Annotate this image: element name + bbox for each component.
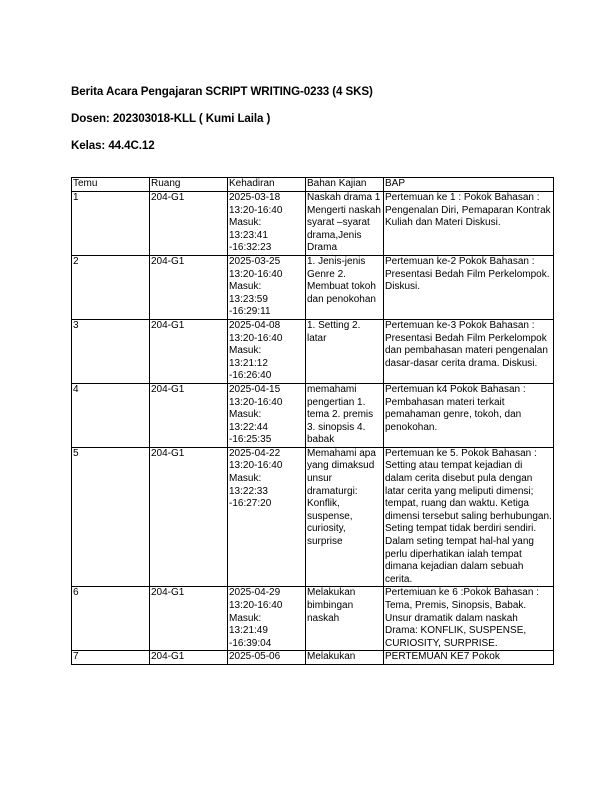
cell-kehadiran: 2025-04-22 13:20-16:40 Masuk: 13:22:33 -16:27:20: [228, 447, 306, 587]
table-header-row: [72, 178, 554, 192]
table-row: [72, 447, 554, 587]
cell-kehadiran: 2025-03-25 13:20-16:40 Masuk: 13:23:59 -16:29:11: [228, 255, 306, 319]
table-row: [72, 255, 554, 319]
cell-bap: Pertemiuan ke 6 :Pokok Bahasan : Tema, Premis, Sinopsis, Babak. Unsur dramatik dalam naskah Drama: KONFLIK, SUSPENSE, CURIOSITY, SURPRISE.: [384, 587, 554, 651]
cell-bap: Pertemuan ke-2 Pokok Bahasan : Presentasi Bedah Film Perkelompok. Diskusi.: [384, 255, 554, 319]
teaching-record-table: [71, 177, 554, 665]
cell-temu: 7: [72, 651, 150, 665]
lecturer-line: Dosen: 202303018-KLL ( Kumi Laila ): [71, 112, 271, 125]
cell-temu: 5: [72, 447, 150, 587]
column-header-temu: Temu: [72, 178, 150, 192]
cell-ruang: 204-G1: [150, 587, 228, 651]
cell-bahan-kajian: 1. Jenis-jenis Genre 2. Membuat tokoh dan penokohan: [306, 255, 384, 319]
cell-temu: 6: [72, 587, 150, 651]
cell-bap: Pertemuan ke 1 : Pokok Bahasan : Pengenalan Diri, Pemaparan Kontrak Kuliah dan Materi Diskusi.: [384, 192, 554, 256]
column-header-bahan-kajian: Bahan Kajian: [306, 178, 384, 192]
cell-temu: 1: [72, 192, 150, 256]
cell-ruang: 204-G1: [150, 651, 228, 665]
cell-bap: Pertemuan k4 Pokok Bahasan : Pembahasan materi terkait pemahaman genre, tokoh, dan penokohan.: [384, 383, 554, 447]
cell-bahan-kajian: Memahami apa yang dimaksud unsur dramaturgi: Konflik, suspense, curiosity, surprise: [306, 447, 384, 587]
cell-ruang: 204-G1: [150, 447, 228, 587]
cell-bap: PERTEMUAN KE7 Pokok: [384, 651, 554, 665]
table-row: [72, 587, 554, 651]
cell-ruang: 204-G1: [150, 255, 228, 319]
table-row: [72, 383, 554, 447]
cell-ruang: 204-G1: [150, 383, 228, 447]
cell-bap: Pertemuan ke 5. Pokok Bahasan : Setting atau tempat kejadian di dalam cerita disebut pula dengan latar cerita yang meliputi dimensi; tempat, ruang dan waktu. Ketiga dimensi tersebut saling berhubungan. Seting tempat tidak berdiri sendiri. Dalam seting tempat hal-hal yang perlu diperhatikan ialah tempat dimana kejadian dalam sebuah cerita.: [384, 447, 554, 587]
cell-bahan-kajian: 1. Setting 2. latar: [306, 319, 384, 383]
cell-kehadiran: 2025-04-15 13:20-16:40 Masuk: 13:22:44 -16:25:35: [228, 383, 306, 447]
cell-kehadiran: 2025-05-06: [228, 651, 306, 665]
cell-kehadiran: 2025-04-29 13:20-16:40 Masuk: 13:21:49 -16:39:04: [228, 587, 306, 651]
cell-bahan-kajian: memahami pengertian 1. tema 2. premis 3. sinopsis 4. babak: [306, 383, 384, 447]
cell-bahan-kajian: Melakukan: [306, 651, 384, 665]
class-line: Kelas: 44.4C.12: [71, 139, 155, 152]
table-row: [72, 192, 554, 256]
cell-ruang: 204-G1: [150, 319, 228, 383]
cell-kehadiran: 2025-03-18 13:20-16:40 Masuk: 13:23:41 -16:32:23: [228, 192, 306, 256]
cell-bahan-kajian: Naskah drama 1 Mengerti naskah syarat –syarat drama,Jenis Drama: [306, 192, 384, 256]
cell-bap: Pertemuan ke-3 Pokok Bahasan : Presentasi Bedah Film Perkelompok dan pembahasan materi pengenalan dasar-dasar cerita drama. Diskusi.: [384, 319, 554, 383]
table-row: [72, 651, 554, 665]
column-header-ruang: Ruang: [150, 178, 228, 192]
column-header-kehadiran: Kehadiran: [228, 178, 306, 192]
cell-ruang: 204-G1: [150, 192, 228, 256]
cell-temu: 2: [72, 255, 150, 319]
cell-kehadiran: 2025-04-08 13:20-16:40 Masuk: 13:21:12 -16:26:40: [228, 319, 306, 383]
cell-temu: 3: [72, 319, 150, 383]
table-row: [72, 319, 554, 383]
column-header-bap: BAP: [384, 178, 554, 192]
cell-bahan-kajian: Melakukan bimbingan naskah: [306, 587, 384, 651]
document-title: Berita Acara Pengajaran SCRIPT WRITING-0233 (4 SKS): [71, 85, 373, 98]
cell-temu: 4: [72, 383, 150, 447]
